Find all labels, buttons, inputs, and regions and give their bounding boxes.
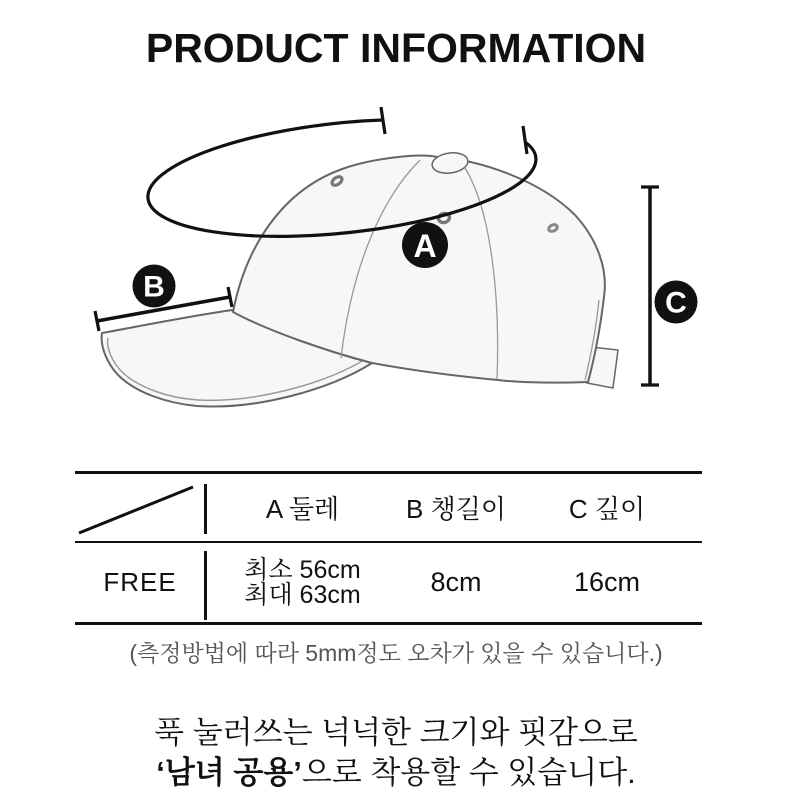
measurement-tolerance-note: (측정방법에 따라 5mm정도 오차가 있을 수 있습니다.) (129, 640, 663, 666)
b-tick-left (95, 311, 99, 331)
size-table-data-row (75, 543, 702, 622)
footer-line1: 푹 눌러쓰는 넉넉한 크기와 핏감으로 (154, 715, 638, 750)
table-vertical-divider-data (204, 551, 207, 620)
footer-line2-bold: ‘남녀 공용’ (156, 755, 302, 790)
size-table (75, 471, 702, 625)
badge-b-label: B (143, 270, 165, 304)
footer-line2-rest: 으로 착용할 수 있습니다. (301, 755, 636, 790)
badge-b (133, 265, 176, 308)
value-b-brim: 8cm (430, 567, 482, 597)
page-title: PRODUCT INFORMATION (145, 25, 647, 71)
table-vertical-divider-header (204, 484, 207, 534)
badge-c (655, 281, 698, 324)
value-a-max: 최대 63cm (244, 580, 361, 609)
size-table-corner-cell (75, 474, 205, 541)
arc-tick-left (381, 107, 385, 134)
value-a-min: 최소 56cm (244, 555, 361, 584)
badge-c-label: C (665, 286, 687, 320)
column-header-a: A 둘레 (265, 494, 340, 524)
footer-description (0, 713, 792, 793)
arc-tick-right (523, 126, 527, 154)
footer-line2 (0, 753, 792, 793)
column-header-b: B 챙길이 (406, 494, 506, 524)
column-header-c: C 깊이 (568, 494, 646, 524)
b-tick-right (228, 287, 232, 307)
value-c-depth: 16cm (573, 567, 641, 597)
cap-illustration (0, 105, 792, 455)
value-a-circumference (205, 543, 400, 622)
size-label: FREE (103, 567, 177, 597)
size-table-header-row (75, 474, 702, 543)
cap-measurement-diagram (0, 105, 792, 455)
diagonal-line-icon (75, 474, 205, 541)
badge-a (402, 222, 448, 268)
badge-a-label: A (413, 228, 437, 264)
